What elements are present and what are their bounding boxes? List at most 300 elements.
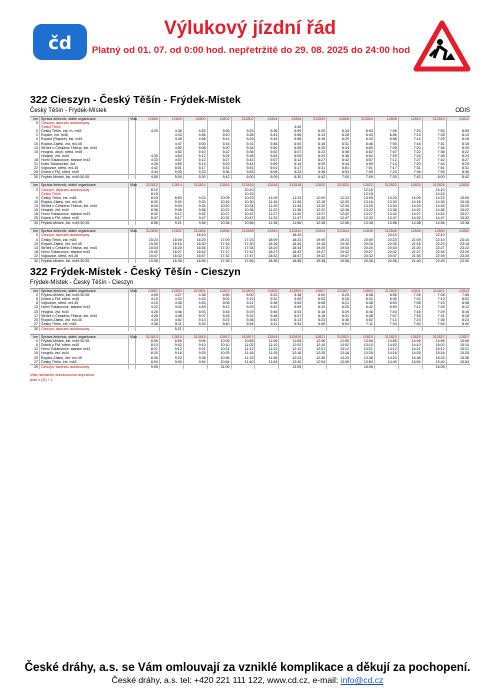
time-cell: 13:42 <box>374 212 398 216</box>
station-name: Český Těšín, žst. m45 <box>40 196 129 200</box>
time-cell: 12:16 <box>303 200 327 204</box>
time-cell: 21:09 <box>398 238 422 242</box>
time-cell: 6:34 <box>279 322 303 327</box>
km-cell: 0 <box>36 339 38 344</box>
time-cell: 9:56 <box>183 221 207 226</box>
time-cell: 7:55 <box>446 293 470 297</box>
time-cell: 8:30 <box>136 200 160 204</box>
time-cell: 6:54 <box>327 322 351 327</box>
time-cell: 9:17 <box>159 216 183 221</box>
time-cell: 5:54 <box>231 322 255 327</box>
station-name: Cieszyn, dworzec autobusowy <box>40 121 129 125</box>
train-number: 12825 <box>398 335 422 340</box>
time-cell: 14:21 <box>398 347 422 351</box>
time-cell: 6:53 <box>327 170 351 175</box>
time-cell: 19:38 <box>303 259 327 264</box>
time-cell: 7:44 <box>422 162 446 166</box>
time-cell: 14:25 <box>398 351 422 355</box>
time-cell: 11:02 <box>231 343 255 347</box>
time-cell: 5:38 <box>279 293 303 297</box>
time-cell: 4:25 <box>136 129 160 133</box>
time-cell: 6:08 <box>303 301 327 305</box>
train-number: 12822 <box>351 183 375 188</box>
time-cell: 5:51 <box>231 166 255 170</box>
time-cell: 15:38 <box>446 221 470 226</box>
time-cell: 13:30 <box>374 200 398 204</box>
time-cell: 5:14 <box>183 162 207 166</box>
time-cell: 7:34 <box>374 322 398 327</box>
time-cell: 8:54 <box>136 360 160 365</box>
timetable-sections <box>30 94 470 372</box>
time-cell: 5:48 <box>255 314 279 318</box>
time-cell: 6:36 <box>327 318 351 322</box>
time-cell: 20:27 <box>351 250 375 254</box>
station-name: Dobrá u FM, střed. m45 <box>40 297 129 301</box>
train-number: 12832 <box>159 229 183 234</box>
train-number: 312804 <box>351 117 375 122</box>
time-cell: 7:23 <box>398 318 422 322</box>
time-cell: 13:25 <box>351 351 375 355</box>
time-cell: 10:27 <box>207 212 231 216</box>
time-cell: 20:56 <box>374 259 398 264</box>
time-cell: 4:46 <box>159 310 183 314</box>
time-cell: 4:55 <box>207 293 231 297</box>
operator-header: Správa železnic, státní organizace <box>40 117 129 122</box>
time-cell: 4:52 <box>159 150 183 154</box>
time-cell: 6:28 <box>327 133 351 137</box>
roadworks-sign-icon <box>414 20 470 72</box>
time-cell: 15:36 <box>446 356 470 360</box>
time-cell: 23:18 <box>446 242 470 246</box>
time-cell: 6:00 <box>231 175 255 180</box>
train-number: 312807 <box>327 289 351 294</box>
time-cell: 12:32 <box>303 216 327 221</box>
time-cell: 13:16 <box>351 200 375 204</box>
time-cell: 12:34 <box>327 204 351 208</box>
station-name: Vojkovice, střed. m4.45 <box>40 166 129 170</box>
time-cell: 6:42 <box>327 158 351 162</box>
route-title: 322 Frýdek-Místek - Český Těšín - Cieszyn <box>30 266 241 279</box>
time-cell: 7:51 <box>422 166 446 170</box>
time-cell: 5:29 <box>231 137 255 141</box>
time-cell: 13:16 <box>327 351 351 355</box>
km-cell: 0 <box>36 233 38 238</box>
time-cell: 6:24 <box>303 154 327 158</box>
km-cell: 22 <box>34 253 38 258</box>
time-cell: 5:58 <box>279 137 303 141</box>
time-cell: 6:05 <box>279 146 303 150</box>
station-name: Hnojník, žst. m44 <box>40 310 129 314</box>
station-name: Ropice-Zálesí, žst. m4.45 <box>40 318 129 322</box>
time-cell: 4:22 <box>136 305 160 309</box>
km-cell: 15 <box>34 149 38 154</box>
time-cell: 15:27 <box>446 212 470 216</box>
km-cell: 18 <box>34 157 38 162</box>
time-cell: 12:15 <box>351 192 375 196</box>
time-cell: 7:24 <box>398 154 422 158</box>
time-cell: 5:16 <box>207 310 231 314</box>
station-name: Horní Tošanovice, stanice m43 <box>40 158 129 162</box>
station-name: Hnojník, žst. m44 <box>40 351 129 355</box>
time-cell: 4:42 <box>136 166 160 170</box>
time-cell: 18:30 <box>279 242 303 246</box>
station-name: Ropice, žst. m45 <box>40 133 129 137</box>
time-cell: 18:47 <box>279 254 303 259</box>
time-cell: 8:16 <box>446 310 470 314</box>
train-number: 312816 <box>231 183 255 188</box>
time-cell: 7:53 <box>422 170 446 175</box>
km-cell: 30 <box>30 175 40 180</box>
time-cell: 11:27 <box>255 212 279 216</box>
km-cell: 30 <box>30 326 40 331</box>
train-number: 12803 <box>159 289 183 294</box>
time-cell: 7:05 <box>351 170 375 175</box>
train-number: 12805 <box>255 289 279 294</box>
time-cell: 15:16 <box>422 351 446 355</box>
time-cell: 12:10 <box>351 188 375 192</box>
km-cell: 25 <box>34 170 38 175</box>
train-number: 12816 <box>207 183 231 188</box>
time-cell: 4:42 <box>159 305 183 309</box>
time-cell: 6:11 <box>255 322 279 327</box>
time-cell: 14:09 <box>398 196 422 200</box>
subroute-text: Frýdek-Místek - Český Těšín - Cieszyn <box>30 280 134 287</box>
time-cell: 5:31 <box>231 142 255 146</box>
time-cell: 7:01 <box>351 166 375 170</box>
time-cell: 5:21 <box>231 301 255 305</box>
time-cell: 17:30 <box>231 242 255 246</box>
time-cell: 6:51 <box>327 166 351 170</box>
time-cell: 17:56 <box>231 259 255 264</box>
time-cell: 8:27 <box>446 158 470 162</box>
train-number: 312810 <box>422 117 446 122</box>
time-cell: 9:23 <box>159 356 183 360</box>
time-cell: 10:55 <box>231 339 255 343</box>
km-cell: 12 <box>34 305 38 310</box>
train-number: 12830 <box>446 183 470 188</box>
time-cell: 6:23 <box>279 170 303 175</box>
time-cell: 6:20 <box>303 129 327 133</box>
time-cell: 12:38 <box>303 221 327 226</box>
time-cell: 10:23 <box>231 196 255 200</box>
time-cell: 12:21 <box>303 347 327 351</box>
time-cell: 23:10 <box>446 238 470 242</box>
time-cell: 6:00 <box>279 142 303 146</box>
time-cell: 6:36 <box>303 170 327 175</box>
time-cell: 7:31 <box>398 166 422 170</box>
km-header: km <box>30 229 40 234</box>
time-cell: 9:36 <box>183 356 207 360</box>
station-name: Dobrá u FM, střed. m45 <box>40 170 129 175</box>
time-cell: 22:23 <box>422 242 446 246</box>
train-number: 12815 <box>159 335 183 340</box>
time-cell: 11:23 <box>279 196 303 200</box>
time-cell: 23:34 <box>446 254 470 259</box>
time-cell: 9:23 <box>183 196 207 200</box>
train-number: 312818 <box>279 183 303 188</box>
km-cell: 12 <box>34 347 38 352</box>
time-cell: 12:09 <box>303 196 327 200</box>
train-number: 312805 <box>279 289 303 294</box>
timetable-block <box>30 182 470 225</box>
timetable-block <box>30 288 470 331</box>
time-cell: 11:09 <box>255 196 279 200</box>
time-cell: 6:23 <box>303 318 327 322</box>
legend-item: Vlak nahrazen autobusovou dopravou <box>30 372 94 377</box>
time-cell: 14:15 <box>422 192 446 196</box>
station-name: Horní Tošanovice, stanice m43 <box>40 250 129 254</box>
time-cell: 18:09 <box>255 238 279 242</box>
time-cell: 9:34 <box>183 204 207 208</box>
contact-text <box>0 675 495 686</box>
time-cell: 6:53 <box>374 301 398 305</box>
time-cell: 14:40 <box>374 360 398 365</box>
time-cell: 10:54 <box>207 360 231 365</box>
time-cell: 22:27 <box>422 246 446 250</box>
time-cell: 9:47 <box>183 216 207 221</box>
time-cell: 6:31 <box>327 314 351 318</box>
time-cell: 5:36 <box>231 150 255 154</box>
time-cell: 14:16 <box>398 200 422 204</box>
time-cell: 7:20 <box>398 146 422 150</box>
time-cell: 4:33 <box>136 318 160 322</box>
time-cell: 9:54 <box>183 360 207 365</box>
validity-text: Platný od 01. 07. od 0:00 hod. nepřetržitě do 29. 08. 2025 do 24:00 hod <box>91 45 411 56</box>
train-number: 312817 <box>231 335 255 340</box>
time-cell: 8:40 <box>446 322 470 327</box>
time-cell: 8:47 <box>136 216 160 221</box>
timetable-sheet <box>30 14 470 383</box>
km-cell: 5 <box>36 343 38 348</box>
time-cell: 15:05 <box>351 364 375 369</box>
time-cell: 6:30 <box>279 175 303 180</box>
time-cell: 5:52 <box>255 318 279 322</box>
train-number: 12806 <box>279 117 303 122</box>
time-cell: 13:20 <box>351 204 375 208</box>
time-cell: 17:47 <box>231 254 255 259</box>
time-cell: 5:05 <box>159 170 183 175</box>
time-cell: 7:00 <box>327 175 351 180</box>
station-name: Cieszyn, dworzec autobusowy <box>40 233 129 237</box>
train-number: 312846 <box>374 229 398 234</box>
time-cell: 13:21 <box>351 347 375 351</box>
km-cell: 13 <box>34 245 38 250</box>
time-cell: 12:12 <box>279 347 303 351</box>
time-cell: 4:33 <box>136 158 160 162</box>
time-cell: 16:09 <box>159 238 183 242</box>
time-cell: 6:29 <box>303 162 327 166</box>
route-title: 322 Cieszyn - Český Těšín - Frýdek-Místek <box>30 94 241 106</box>
time-cell: 18:27 <box>255 250 279 254</box>
train-number: 312838 <box>231 229 255 234</box>
operator-header: Správa železnic, státní organizace <box>40 289 129 294</box>
time-cell: 14:27 <box>398 212 422 216</box>
station-name: Střítež u Českého Těšína, žst. m44 <box>40 204 129 208</box>
time-cell: 11:06 <box>255 339 279 343</box>
time-cell: 6:31 <box>303 166 327 170</box>
train-number: 312842 <box>279 229 303 234</box>
time-cell: 16:27 <box>159 250 183 254</box>
time-cell: 6:09 <box>279 129 303 133</box>
train-number: 312812 <box>136 183 160 188</box>
time-cell: 5:36 <box>207 170 231 175</box>
time-cell: 6:13 <box>303 133 327 137</box>
time-cell: 4:56 <box>183 133 207 137</box>
time-cell: 8:06 <box>136 339 160 343</box>
time-cell: 8:10 <box>136 343 160 347</box>
time-cell: 6:38 <box>351 293 375 297</box>
train-number: 12852 <box>446 229 470 234</box>
time-cell: 12:20 <box>303 204 327 208</box>
time-cell: 15:23 <box>422 356 446 360</box>
km-cell: 0 <box>36 237 38 242</box>
operator-header: Správa železnic, státní organizace <box>40 229 129 234</box>
time-cell: 6:12 <box>279 158 303 162</box>
km-cell: 18 <box>34 212 38 217</box>
footer <box>0 661 495 686</box>
time-cell: 12:10 <box>303 343 327 347</box>
time-cell: 12:16 <box>279 351 303 355</box>
time-cell: 11:30 <box>279 200 303 204</box>
time-cell: 4:05 <box>136 293 160 297</box>
train-number: 12803 <box>207 289 231 294</box>
time-cell: 6:29 <box>327 137 351 141</box>
km-header: km <box>30 183 40 188</box>
time-cell: 16:34 <box>183 246 207 250</box>
time-cell: 7:05 <box>398 293 422 297</box>
time-cell: 8:42 <box>136 212 160 216</box>
time-cell: 12:36 <box>303 356 327 360</box>
time-cell: 12:23 <box>327 196 351 200</box>
time-cell: 7:40 <box>398 322 422 327</box>
train-number: 312830 <box>136 229 160 234</box>
time-cell: 14:56 <box>422 221 446 226</box>
km-cell: 4 <box>36 137 38 142</box>
km-cell: 15 <box>34 309 38 314</box>
time-cell: 21:16 <box>398 242 422 246</box>
km-cell: 27 <box>34 359 38 364</box>
km-cell: 30 <box>30 259 40 264</box>
time-cell: 5:10 <box>183 150 207 154</box>
time-cell: 13:47 <box>374 216 398 221</box>
time-cell: 6:01 <box>255 166 279 170</box>
time-cell: 6:32 <box>351 297 375 301</box>
time-cell: 11:47 <box>279 216 303 221</box>
station-name: Vojkovice, střed. m4.45 <box>40 301 129 305</box>
time-cell: 7:07 <box>374 314 398 318</box>
time-cell: 7:03 <box>374 310 398 314</box>
time-cell: 4:59 <box>159 162 183 166</box>
time-cell: 5:09 <box>159 175 183 180</box>
km-cell: 15 <box>34 351 38 356</box>
time-cell: 9:05 <box>136 364 160 369</box>
time-cell: 14:16 <box>374 351 398 355</box>
time-cell: 13:12 <box>327 347 351 351</box>
time-cell: 13:56 <box>374 221 398 226</box>
time-cell: 14:38 <box>398 221 422 226</box>
time-cell: 7:17 <box>374 166 398 170</box>
time-cell: 13:36 <box>351 356 375 360</box>
time-cell: 6:58 <box>374 137 398 141</box>
train-number: 12819 <box>255 335 279 340</box>
time-cell: 7:42 <box>398 175 422 180</box>
time-cell: 6:13 <box>279 318 303 322</box>
time-cell: 13:38 <box>351 221 375 226</box>
time-cell: 13:34 <box>374 204 398 208</box>
time-cell: 8:09 <box>446 129 470 133</box>
train-number: 12850 <box>422 229 446 234</box>
time-cell: 9:21 <box>159 221 183 226</box>
km-cell: 10 <box>34 241 38 246</box>
train-number: 12814 <box>159 183 183 188</box>
time-cell: 7:08 <box>398 301 422 305</box>
time-cell: 5:59 <box>255 162 279 166</box>
time-cell: 8:23 <box>446 318 470 322</box>
time-cell: 11:16 <box>231 351 255 355</box>
time-cell: 22:45 <box>422 259 446 264</box>
station-name: Střítež u Českého Těšína, žst. m44 <box>40 314 129 318</box>
time-cell: 7:36 <box>398 170 422 175</box>
email-link[interactable]: info@cd.cz <box>340 675 384 685</box>
time-cell: 6:38 <box>351 301 375 305</box>
time-cell: 5:03 <box>183 310 207 314</box>
train-number: 312801 <box>183 289 207 294</box>
timetable-block <box>30 228 470 263</box>
time-cell: 7:16 <box>398 142 422 146</box>
time-cell: 7:29 <box>398 162 422 166</box>
time-cell: 17:27 <box>207 250 231 254</box>
time-cell: 8:02 <box>446 297 470 301</box>
time-cell: 6:07 <box>279 150 303 154</box>
time-cell: 8:24 <box>446 154 470 158</box>
time-cell: 8:25 <box>136 351 160 355</box>
time-cell: 5:53 <box>279 301 303 305</box>
time-cell: 5:42 <box>207 175 231 180</box>
time-cell: 4:45 <box>159 137 183 141</box>
time-cell: 20:34 <box>374 246 398 250</box>
time-cell: 7:15 <box>422 301 446 305</box>
time-cell: 19:42 <box>327 250 351 254</box>
station-name: Frýdek-Místek, žst. m49.50.55 <box>40 175 129 180</box>
time-cell: 4:54 <box>159 154 183 158</box>
time-cell: 6:52 <box>351 150 375 154</box>
time-cell: 12:56 <box>327 221 351 226</box>
time-cell: 7:09 <box>351 175 375 180</box>
time-cell: 15:34 <box>136 246 160 250</box>
time-cell: 6:59 <box>374 305 398 309</box>
time-cell: 11:55 <box>279 339 303 343</box>
time-cell: 4:30 <box>136 154 160 158</box>
time-cell: 4:40 <box>279 125 303 129</box>
time-cell: 6:40 <box>374 297 398 301</box>
km-cell: 27 <box>34 321 38 326</box>
time-cell: 8:36 <box>136 208 160 212</box>
train-number: 12804 <box>255 117 279 122</box>
time-cell: 5:34 <box>231 146 255 150</box>
time-cell: 8:20 <box>446 146 470 150</box>
time-cell: 20:23 <box>374 238 398 242</box>
time-cell: 6:34 <box>327 129 351 133</box>
time-cell: 6:20 <box>303 146 327 150</box>
time-cell: 9:02 <box>159 343 183 347</box>
time-cell: 4:15 <box>136 301 160 305</box>
time-cell: 6:53 <box>351 129 375 133</box>
train-number: 312823 <box>374 335 398 340</box>
time-cell: 4:36 <box>159 129 183 133</box>
time-cell: 12:55 <box>327 339 351 343</box>
train-number: 32800 <box>183 117 207 122</box>
time-cell: 7:00 <box>374 142 398 146</box>
